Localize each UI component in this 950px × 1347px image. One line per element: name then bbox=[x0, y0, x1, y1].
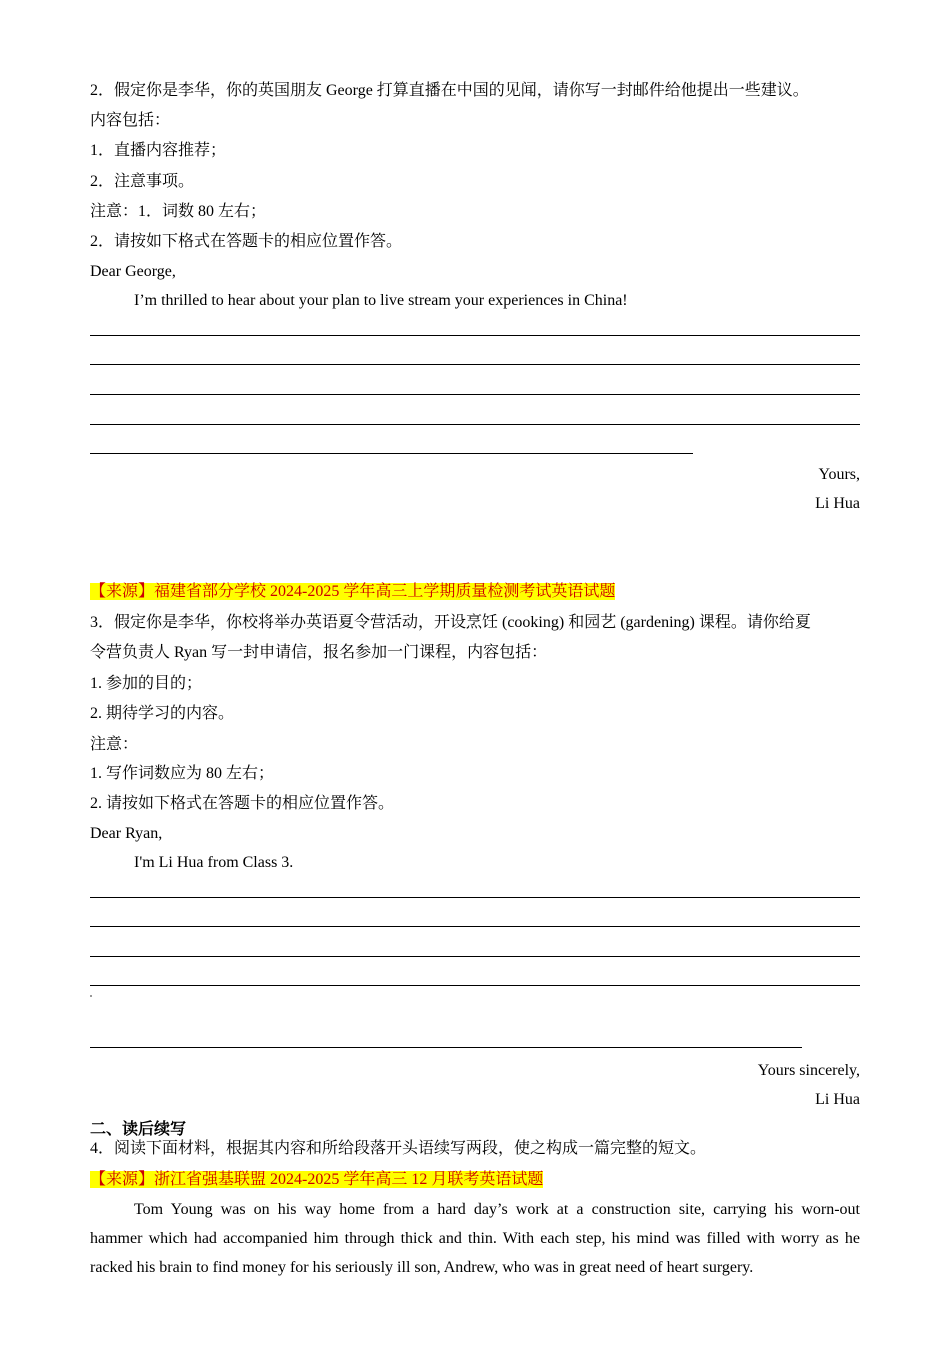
q3-opening-sentence: I'm Li Hua from Class 3. bbox=[134, 854, 294, 871]
q2-item-2: 2．注意事项。 bbox=[90, 173, 195, 190]
q3-note-2: 2. 请按如下格式在答题卡的相应位置作答。 bbox=[90, 795, 395, 812]
q2-answer-line bbox=[90, 453, 693, 454]
q2-answer-line bbox=[90, 394, 860, 395]
q3-answer-line bbox=[90, 956, 860, 957]
q2-note-1: 注意：1．词数 80 左右； bbox=[90, 203, 267, 220]
q3-source-highlight: 【来源】福建省部分学校 2024-2025 学年高三上学期质量检测考试英语试题 bbox=[90, 583, 616, 600]
q2-opening-sentence: I’m thrilled to hear about your plan to live stream your experiences in China! bbox=[134, 292, 628, 309]
q3-item-2: 2. 期待学习的内容。 bbox=[90, 705, 235, 722]
q2-signature: Li Hua bbox=[815, 495, 860, 512]
passage-line-2: hammer which had accompanied him through thick and thin. With each step, his mind was filled with worry as he bbox=[90, 1230, 860, 1247]
passage-line-1: Tom Young was on his way home from a hard day’s work at a construction site, carrying his worn-out bbox=[134, 1201, 860, 1218]
q3-signature: Li Hua bbox=[815, 1091, 860, 1108]
q3-answer-line bbox=[90, 926, 860, 927]
q2-closing: Yours, bbox=[818, 466, 860, 483]
q3-note-heading: 注意： bbox=[90, 736, 139, 753]
q3-answer-line bbox=[90, 897, 860, 898]
q4-source-label bbox=[90, 1170, 543, 1190]
q2-content-heading: 内容包括： bbox=[90, 112, 171, 129]
q3-answer-line bbox=[90, 985, 860, 986]
q3-closing: Yours sincerely, bbox=[757, 1062, 860, 1079]
q2-answer-line bbox=[90, 364, 860, 365]
q3-note-1: 1. 写作词数应为 80 左右； bbox=[90, 765, 275, 782]
q2-answer-line bbox=[90, 335, 860, 336]
section-heading: 二、读后续写 bbox=[90, 1121, 187, 1138]
q2-prompt: 2．假定你是李华，你的英国朋友 George 打算直播在中国的见闻，请你写一封邮件给他提出一些建议。 bbox=[90, 82, 809, 99]
q2-answer-line bbox=[90, 424, 860, 425]
q2-note-2: 2．请按如下格式在答题卡的相应位置作答。 bbox=[90, 233, 403, 250]
q3-source-label bbox=[90, 582, 615, 602]
q3-prompt-line-2: 令营负责人 Ryan 写一封申请信，报名参加一门课程，内容包括： bbox=[90, 644, 548, 661]
stray-mark bbox=[90, 995, 92, 997]
q4-source-highlight: 【来源】浙江省强基联盟 2024-2025 学年高三 12 月联考英语试题 bbox=[90, 1171, 544, 1188]
q4-prompt: 4．阅读下面材料，根据其内容和所给段落开头语续写两段，使之构成一篇完整的短文。 bbox=[90, 1140, 707, 1157]
q3-item-1: 1. 参加的目的； bbox=[90, 675, 203, 692]
q2-item-1: 1．直播内容推荐； bbox=[90, 142, 227, 159]
q2-greeting: Dear George, bbox=[90, 263, 176, 280]
q3-greeting: Dear Ryan, bbox=[90, 825, 163, 842]
q3-answer-line bbox=[90, 1047, 802, 1048]
q3-prompt-line-1: 3．假定你是李华，你校将举办英语夏令营活动，开设烹饪 (cooking) 和园艺 (gardening) 课程。请你给夏 bbox=[90, 614, 811, 631]
passage-line-3: racked his brain to find money for his seriously ill son, Andrew, who was in great need of heart surgery. bbox=[90, 1259, 754, 1276]
